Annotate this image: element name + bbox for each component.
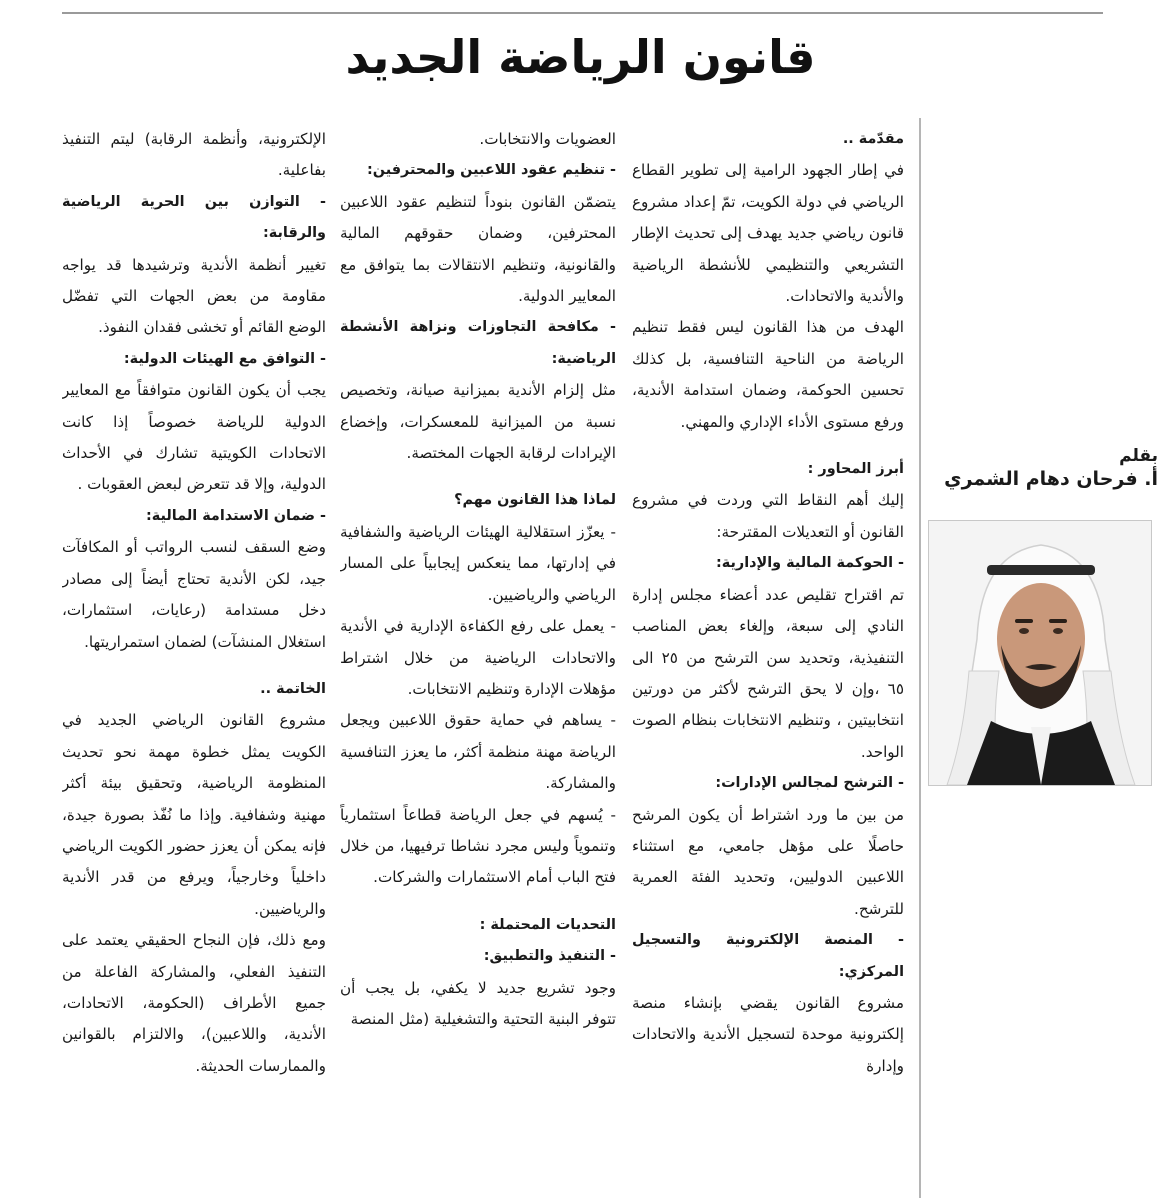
platform-heading: - المنصة الإلكترونية والتسجيل المركزي: bbox=[632, 932, 904, 980]
why-point-2: - يعمل على رفع الكفاءة الإدارية في الأندية والاتحادات الرياضية من خلال اشتراط مؤهلات الإدارة وتنظيم الانتخابات. bbox=[340, 617, 616, 698]
nomination-heading: - الترشح لمجالس الإدارات: bbox=[715, 775, 904, 792]
author-portrait-image bbox=[929, 521, 1151, 785]
axes-heading: أبرز المحاور : bbox=[807, 461, 904, 478]
violations-text: مثل إلزام الأندية بميزانية صيانة، وتخصيص نسبة من الميزانية للمعسكرات، وإخضاع الإيرادات لرقابة الجهات المختصة. bbox=[340, 381, 616, 463]
nomination-text: من بين ما ورد اشتراط أن يكون المرشح حاصلًا على مؤهل جامعي، مع استثناء اللاعبين الدوليين، وتحديد الفئة العمرية للترشح. bbox=[632, 805, 904, 918]
balance-text: تغيير أنظمة الأندية وترشيدها قد يواجه مقاومة من بعض الجهات التي تفضّل الوضع القائم أو تخشى فقدان النفوذ. bbox=[62, 255, 326, 337]
axes-intro: إليك أهم النقاط التي وردت في مشروع القانون أو التعديلات المقترحة: bbox=[632, 491, 904, 541]
byline bbox=[928, 446, 1158, 490]
international-text: يجب أن يكون القانون متوافقاً مع المعايير الدولية للرياضة خصوصاً إذا كانت الاتحادات الكويتية تشارك في الأحداث الدولية، وإلا قد تتعرض لبعض العقوبات . bbox=[62, 381, 326, 494]
article-column-1 bbox=[632, 124, 904, 1196]
conclusion-paragraph-2: ومع ذلك، فإن النجاح الحقيقي يعتمد على التنفيذ الفعلي، والمشاركة الفاعلة من جميع الأطراف (الحكومة، الاتحادات، الأندية، واللاعبين)، والالتزام بالقوانين والممارسات الحديثة. bbox=[62, 931, 326, 1075]
governance-heading: - الحوكمة المالية والإدارية: bbox=[716, 555, 904, 572]
platform-text-continued: العضويات والانتخابات. bbox=[479, 130, 616, 148]
implementation-heading: - التنفيذ والتطبيق: bbox=[483, 948, 616, 965]
column-divider bbox=[919, 118, 921, 1198]
article-column-2 bbox=[340, 124, 616, 1196]
why-point-4: - يُسهم في جعل الرياضة قطاعاً استثمارياً وتنموياً وليس مجرد نشاطا ترفيهيا، من خلال فتح الباب أمام الاستثمارات والشركات. bbox=[340, 805, 616, 887]
conclusion-paragraph-1: مشروع القانون الرياضي الجديد في الكويت يمثل خطوة مهمة نحو تحديث المنظومة الرياضية، وتحقيق بيئة أكثر مهنية وشفافية. وإذا ما نُفّذ بصورة جيدة، فإنه يمكن أن يعزز حضور الكويت الرياضي داخلياً وخارجياً، ويرفع من قدر الأندية والرياضيين. bbox=[62, 711, 326, 918]
author-name: أ. فرحان دهام الشمري bbox=[944, 468, 1158, 490]
challenges-heading: التحديات المحتملة : bbox=[479, 916, 616, 933]
why-point-1: - يعزّز استقلالية الهيئات الرياضية والشفافية في إدارتها، مما ينعكس إيجابياً على المسار الرياضي والرياضيين. bbox=[340, 522, 616, 604]
contracts-text: يتضمّن القانون بنوداً لتنظيم عقود اللاعبين المحترفين، وضمان حقوقهم المالية والقانونية، وتنظيم الانتقالات بما يتوافق مع المعايير الدولية. bbox=[340, 192, 616, 306]
balance-heading: - التوازن بين الحرية الرياضية والرقابة: bbox=[62, 193, 326, 242]
finance-heading: - ضمان الاستدامة المالية: bbox=[146, 507, 326, 524]
violations-heading: - مكافحة التجاوزات ونزاهة الأنشطة الرياضية: bbox=[340, 319, 616, 367]
article-column-3 bbox=[62, 124, 326, 1196]
implementation-text: وجود تشريع جديد لا يكفي، بل يجب أن تتوفر البنية التحتية والتشغيلية (مثل المنصة bbox=[340, 978, 616, 1028]
why-heading: لماذا هذا القانون مهم؟ bbox=[454, 492, 616, 509]
intro-paragraph-2: الهدف من هذا القانون ليس فقط تنظيم الرياضة من الناحية التنافسية، بل كذلك تحسين الحوكمة، وضمان استدامة الأندية، ورفع مستوى الأداء الإداري والمهني. bbox=[632, 318, 904, 431]
intro-paragraph-1: في إطار الجهود الرامية إلى تطوير القطاع الرياضي في دولة الكويت، تمّ إعداد مشروع قانون رياضي جديد يهدف إلى تحديث الإطار التشريعي والتنظيمي للأنشطة الرياضية والأندية والاتحادات. bbox=[632, 161, 904, 306]
conclusion-heading: الخاتمة .. bbox=[260, 680, 326, 697]
finance-text: وضع السقف لنسب الرواتب أو المكافآت جيد، لكن الأندية تحتاج أيضاً إلى مصادر دخل مستدامة (رعايات، استثمارات، استغلال المنشآت) لضمان استمراريتها. bbox=[62, 538, 326, 651]
author-photo bbox=[928, 520, 1152, 786]
why-point-3: - يساهم في حماية حقوق اللاعبين ويجعل الرياضة مهنة منظمة أكثر، ما يعزز التنافسية والمشاركة. bbox=[340, 711, 616, 793]
contracts-heading: - تنظيم عقود اللاعبين والمحترفين: bbox=[367, 162, 616, 179]
byline-label: بقلم bbox=[1119, 446, 1158, 466]
article-headline: قانون الرياضة الجديد bbox=[345, 30, 816, 84]
intro-heading: مقدّمة .. bbox=[842, 131, 904, 147]
international-heading: - التوافق مع الهيئات الدولية: bbox=[123, 350, 326, 367]
top-divider bbox=[62, 12, 1103, 14]
implementation-text-continued: الإلكترونية، وأنظمة الرقابة) ليتم التنفيذ بفاعلية. bbox=[62, 130, 326, 180]
platform-text: مشروع القانون يقضي بإنشاء منصة إلكترونية موحدة لتسجيل الأندية والاتحادات وإدارة bbox=[632, 993, 904, 1075]
governance-text: تم اقتراح تقليص عدد أعضاء مجلس إدارة النادي إلى سبعة، وإلغاء بعض المناصب التنفيذية، وتحديد سن الترشح من ٢٥ الى ٦٥ ،وإن لا يحق الترشح لأكثر من دورتين انتخابيتين ، وتنظيم الانتخابات بنظام الصوت الواحد. bbox=[632, 585, 904, 761]
